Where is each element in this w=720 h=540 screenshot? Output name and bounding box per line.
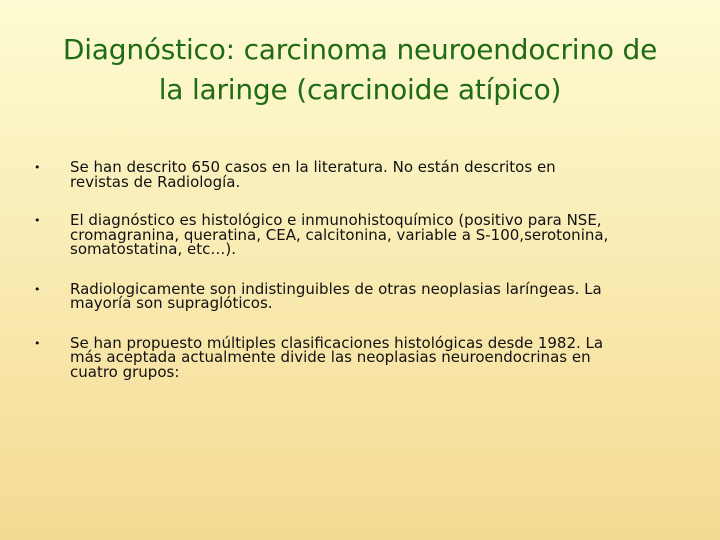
slide-title-line-1: Diagnóstico: carcinoma neuroendocrino de [62,33,658,66]
bullet-line: cromagranina, queratina, CEA, calcitonina, variable a S-100,serotonina, [70,225,609,244]
bullet-line: Se han descrito 650 casos en la literatura. No están descritos en [70,158,556,176]
bullet-line: Se han propuesto múltiples clasificaciones histológicas desde 1982. La [70,333,604,352]
bullet-dot-icon: • [34,214,41,227]
bullet-line: cuatro grupos: [70,362,180,381]
bullet-line: más aceptada actualmente divide las neoplasias neuroendocrinas en [70,348,591,366]
slide-title-line-2: la laringe (carcinoide atípico) [158,73,562,106]
bullet-line: somatostatina, etc…). [70,240,237,258]
bullet-item-4 [34,333,684,381]
bullet-dot-icon: • [34,161,41,174]
bullet-dot-icon: • [34,282,41,296]
bullet-item-2 [34,213,684,257]
bullet-item-3 [34,279,684,312]
bullet-list [34,160,684,379]
bullet-text-2 [70,213,684,257]
bullet-item-1 [34,160,684,189]
bullet-text-3 [70,279,684,312]
bullet-text-4 [70,333,684,381]
bullet-dot-icon: • [34,336,41,350]
bullet-line: El diagnóstico es histológico e inmunohistoquímico (positivo para NSE, [70,211,602,229]
slide-title [0,30,720,110]
bullet-line: revistas de Radiología. [70,172,241,191]
bullet-line: Radiologicamente son indistinguibles de otras neoplasias laríngeas. La [70,279,602,298]
bullet-text-1 [70,160,684,189]
bullet-line: mayoría son supraglóticos. [70,294,273,312]
